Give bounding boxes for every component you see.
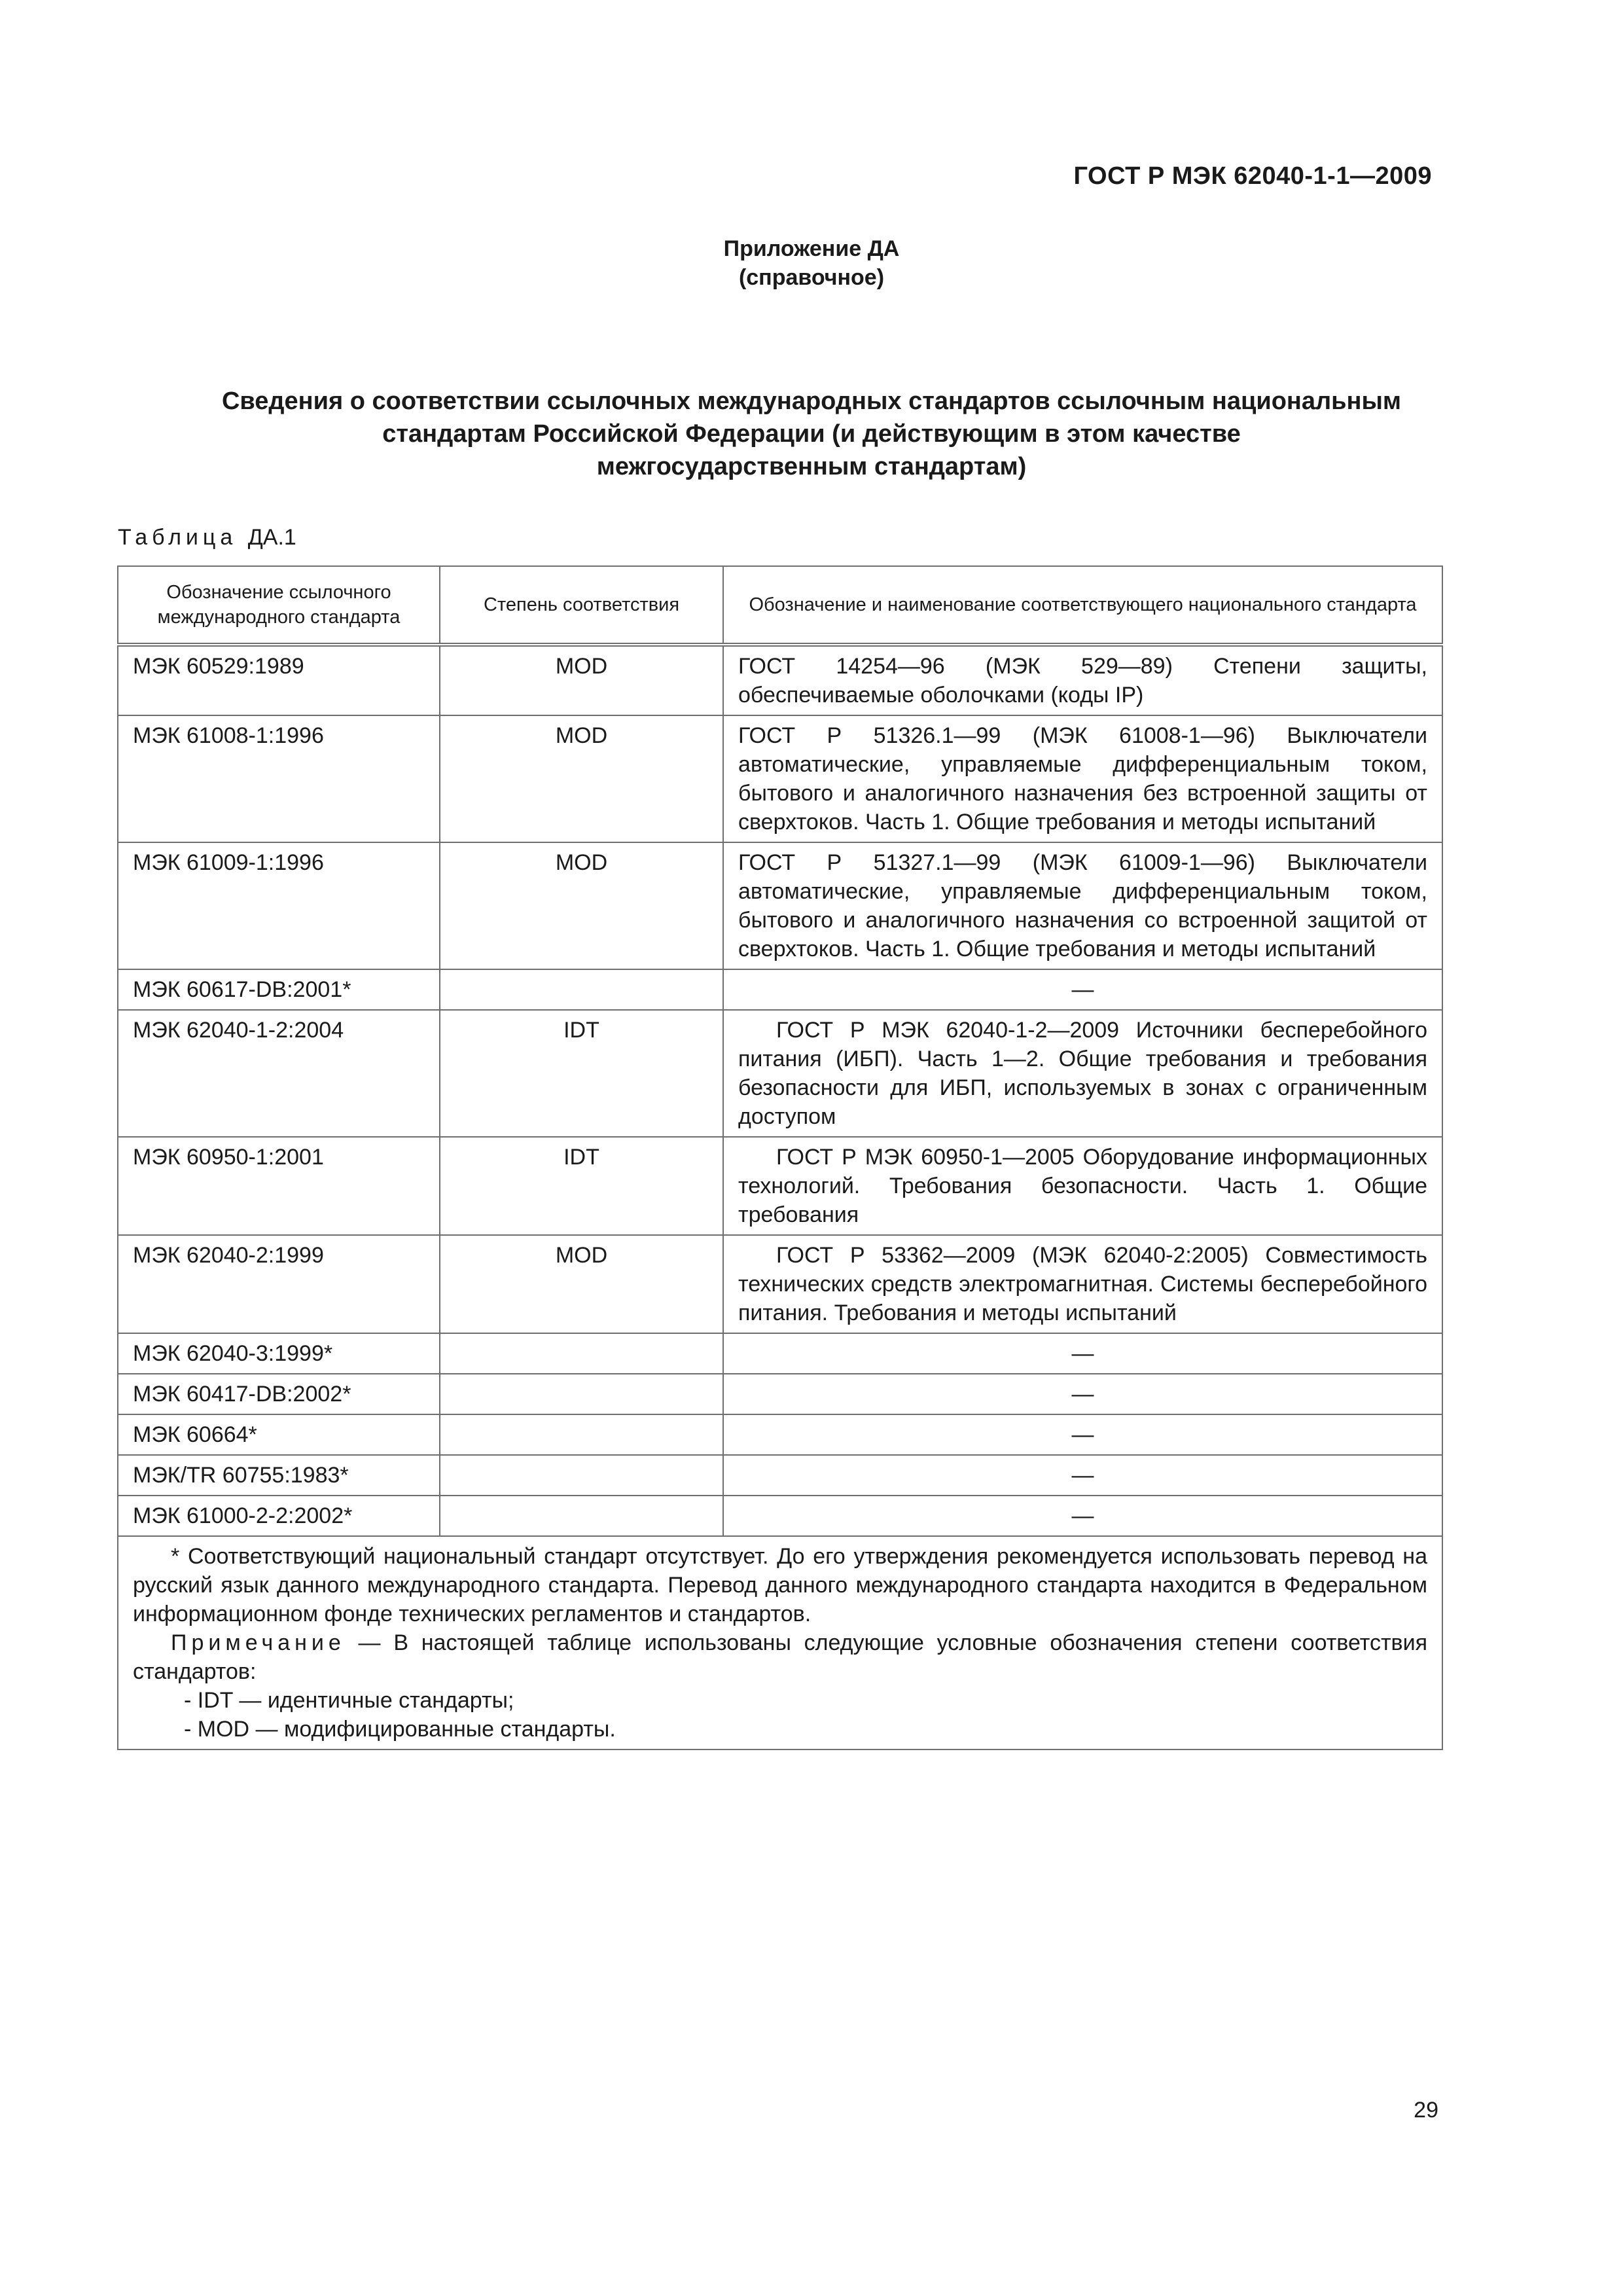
table-row	[118, 645, 1442, 715]
appendix-type: (справочное)	[738, 265, 885, 290]
cell-national: —	[723, 1333, 1442, 1374]
cell-degree	[440, 1414, 723, 1455]
cell-degree	[440, 1333, 723, 1374]
note-item-idt: - IDT — идентичные стандарты;	[184, 1688, 514, 1713]
cell-degree	[440, 1455, 723, 1496]
title-line-3: межгосударственным стандартам)	[596, 453, 1027, 480]
cell-degree	[440, 1374, 723, 1414]
note-paragraph	[133, 1628, 1427, 1686]
cell-ref: МЭК 60617-DB:2001*	[118, 969, 440, 1010]
cell-ref: МЭК 61009-1:1996	[118, 842, 440, 969]
table-row	[118, 1333, 1442, 1374]
cell-degree: MOD	[440, 842, 723, 969]
title-line-1: Сведения о соответствии ссылочных международных стандартов ссылочным национальным	[221, 387, 1402, 415]
cell-national: ГОСТ 14254—96 (МЭК 529—89) Степени защиты, обеспечиваемые оболочками (коды IP)	[723, 645, 1442, 715]
table-row	[118, 1414, 1442, 1455]
cell-national: —	[723, 1414, 1442, 1455]
cell-national: ГОСТ Р 53362—2009 (МЭК 62040-2:2005) Совместимость технических средств электромагнитная. Системы бесперебойного питания. Требования и методы испытаний	[723, 1235, 1442, 1333]
cell-national: ГОСТ Р 51326.1—99 (МЭК 61008-1—96) Выключатели автоматические, управляемые дифференциальным током, бытового и аналогичного назначения без встроенной защиты от сверхтоков. Часть 1. Общие требования и методы испытаний	[723, 715, 1442, 842]
cell-degree	[440, 1496, 723, 1536]
cell-ref: МЭК 61008-1:1996	[118, 715, 440, 842]
appendix-heading	[0, 234, 1623, 292]
note-label: Примечание	[171, 1630, 346, 1655]
table-row	[118, 842, 1442, 969]
table-row	[118, 1010, 1442, 1137]
cell-national: ГОСТ Р МЭК 60950-1—2005 Оборудование информационных технологий. Требования безопасности. Часть 1. Общие требования	[723, 1137, 1442, 1235]
section-title	[118, 385, 1505, 483]
cell-national: ГОСТ Р МЭК 62040-1-2—2009 Источники бесперебойного питания (ИБП). Часть 1—2. Общие требования и требования безопасности для ИБП, используемых в зонах с ограниченным доступом	[723, 1010, 1442, 1137]
cell-degree: IDT	[440, 1137, 723, 1235]
cell-degree: MOD	[440, 715, 723, 842]
cell-ref: МЭК 60417-DB:2002*	[118, 1374, 440, 1414]
table-row	[118, 1235, 1442, 1333]
table-header-row	[118, 566, 1442, 645]
table-row	[118, 1455, 1442, 1496]
cell-ref: МЭК 60529:1989	[118, 645, 440, 715]
appendix-name: Приложение ДА	[723, 236, 900, 261]
title-line-2: стандартам Российской Федерации (и действующим в этом качестве	[382, 420, 1241, 448]
table-footnote-row	[118, 1536, 1442, 1749]
note-text: — В настоящей таблице использованы следующие условные обозначения степени соответствия стандартов:	[133, 1630, 1427, 1684]
correspondence-table	[117, 565, 1443, 1750]
table-label-word: Таблица	[118, 525, 238, 550]
cell-degree: MOD	[440, 645, 723, 715]
header-degree: Степень соответствия	[440, 566, 723, 645]
table-footnote-cell	[118, 1536, 1442, 1749]
page-number: 29	[1414, 2098, 1438, 2123]
cell-national: —	[723, 1496, 1442, 1536]
note-item-mod: - MOD — модифицированные стандарты.	[184, 1717, 616, 1742]
cell-ref: МЭК 60950-1:2001	[118, 1137, 440, 1235]
cell-national: ГОСТ Р 51327.1—99 (МЭК 61009-1—96) Выключатели автоматические, управляемые дифференциальным током, бытового и аналогичного назначения со встроенной защитой от сверхтоков. Часть 1. Общие требования и методы испытаний	[723, 842, 1442, 969]
footnote-text: * Соответствующий национальный стандарт отсутствует. До его утверждения рекомендуется использовать перевод на русский язык данного международного стандарта. Перевод данного международного стандарта находится в Федеральном информационном фонде технических регламентов и стандартов.	[133, 1544, 1427, 1626]
table-label	[118, 525, 296, 550]
cell-ref: МЭК 62040-2:1999	[118, 1235, 440, 1333]
cell-ref: МЭК 62040-3:1999*	[118, 1333, 440, 1374]
cell-national: —	[723, 1455, 1442, 1496]
cell-degree: IDT	[440, 1010, 723, 1137]
header-national-standard: Обозначение и наименование соответствующего национального стандарта	[723, 566, 1442, 645]
table-row	[118, 1496, 1442, 1536]
header-ref-standard: Обозначение ссылочного международного стандарта	[118, 566, 440, 645]
table-label-number: ДА.1	[247, 525, 296, 550]
table-row	[118, 715, 1442, 842]
cell-degree	[440, 969, 723, 1010]
cell-ref: МЭК 62040-1-2:2004	[118, 1010, 440, 1137]
cell-ref: МЭК/TR 60755:1983*	[118, 1455, 440, 1496]
table-row	[118, 969, 1442, 1010]
table-row	[118, 1137, 1442, 1235]
cell-degree: MOD	[440, 1235, 723, 1333]
table-row	[118, 1374, 1442, 1414]
document-code: ГОСТ Р МЭК 62040-1-1—2009	[1073, 162, 1432, 190]
cell-ref: МЭК 60664*	[118, 1414, 440, 1455]
cell-national: —	[723, 969, 1442, 1010]
cell-ref: МЭК 61000-2-2:2002*	[118, 1496, 440, 1536]
cell-national: —	[723, 1374, 1442, 1414]
